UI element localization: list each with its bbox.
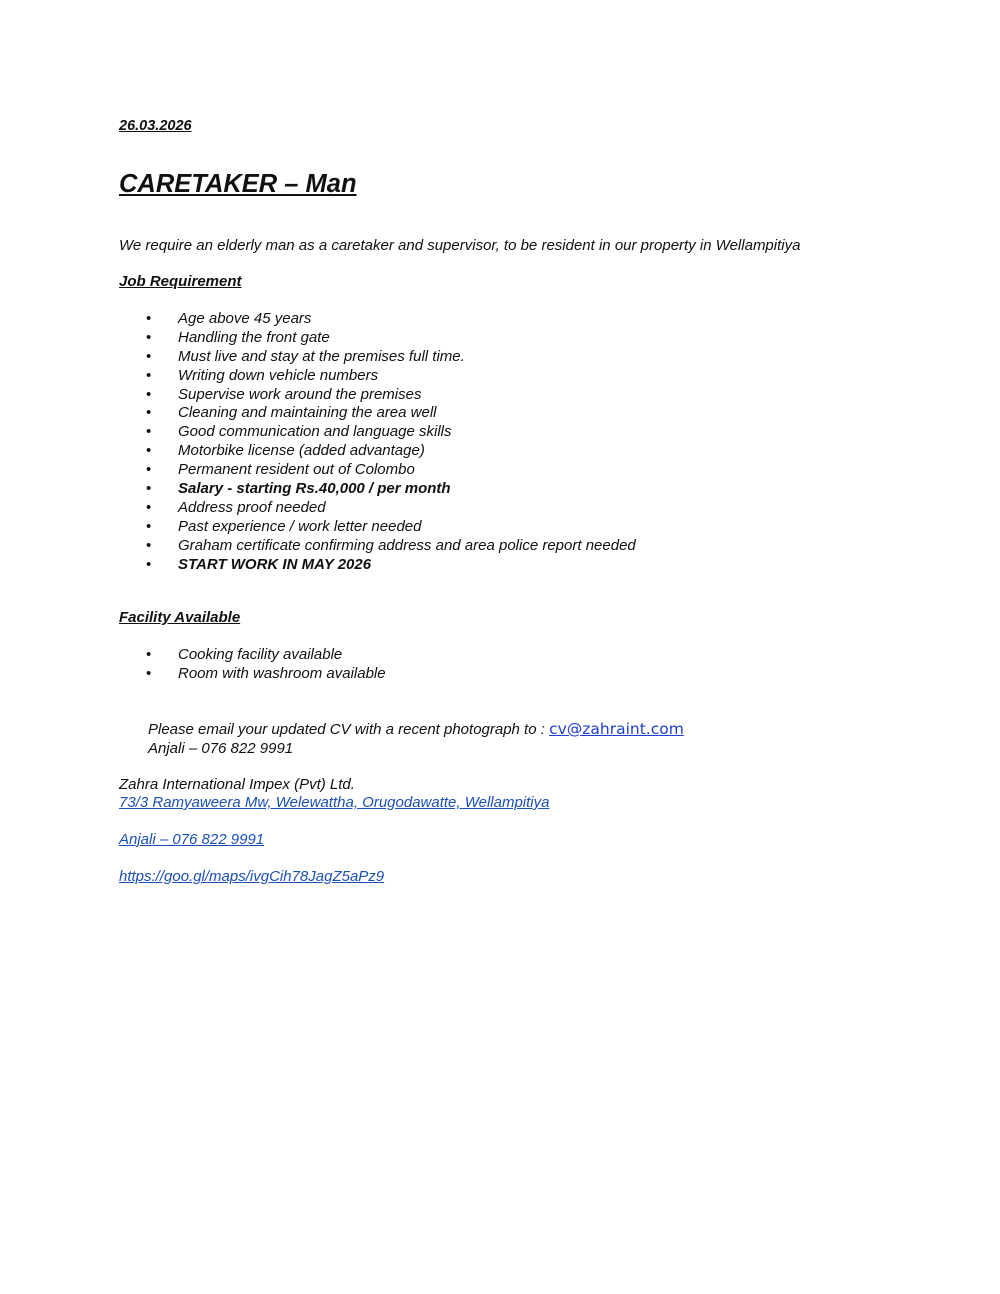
list-item	[0, 367, 1000, 386]
bullet-icon: •	[146, 517, 152, 535]
bullet-icon: •	[146, 423, 152, 441]
list-item	[0, 461, 1000, 480]
list-item-text: Address proof needed	[178, 498, 326, 516]
bullet-icon: •	[146, 442, 152, 460]
list-item	[0, 329, 1000, 348]
bullet-icon: •	[146, 310, 152, 327]
facility-list	[0, 646, 1000, 684]
job-requirement-heading: Job Requirement	[119, 273, 242, 290]
bullet-icon: •	[146, 461, 152, 479]
list-item	[0, 386, 1000, 405]
list-item-text: Cleaning and maintaining the area well	[178, 404, 437, 422]
list-item-text: Supervise work around the premises	[178, 385, 422, 403]
email-instruction	[148, 720, 684, 738]
map-link[interactable]: https://goo.gl/maps/ivgCih78JagZ5aPz9	[119, 868, 385, 885]
bullet-icon: •	[146, 498, 152, 516]
list-item	[0, 404, 1000, 423]
list-item	[0, 665, 1000, 684]
contact-phone: Anjali – 076 822 9991	[148, 740, 294, 757]
facility-available-heading: Facility Available	[119, 609, 241, 626]
list-item	[0, 646, 1000, 665]
list-item-text: Good communication and language skills	[178, 423, 452, 441]
bullet-icon: •	[146, 328, 152, 346]
bullet-icon: •	[146, 347, 152, 365]
job-title: CARETAKER – Man	[119, 170, 357, 198]
bullet-icon: •	[146, 555, 152, 573]
list-item-text: Handling the front gate	[178, 328, 330, 346]
job-requirement-list	[0, 310, 1000, 574]
company-name: Zahra International Impex (Pvt) Ltd.	[119, 776, 355, 793]
list-item-text: Must live and stay at the premises full time.	[178, 347, 465, 365]
email-link[interactable]: cv@zahraint.com	[549, 720, 684, 738]
email-prompt-text: Please email your updated CV with a recent photograph to :	[148, 721, 550, 738]
list-item-text: Salary - starting Rs.40,000 / per month	[178, 480, 451, 498]
bullet-icon: •	[146, 664, 152, 682]
bullet-icon: •	[146, 646, 152, 663]
list-item	[0, 348, 1000, 367]
intro-paragraph: We require an elderly man as a caretaker and supervisor, to be resident in our property in Wellampitiya	[119, 237, 801, 254]
list-item-text: START WORK IN MAY 2026	[178, 555, 372, 573]
list-item-text: Cooking facility available	[178, 646, 343, 663]
bullet-icon: •	[146, 536, 152, 554]
posting-date: 26.03.2026	[119, 118, 192, 134]
company-address-link[interactable]: 73/3 Ramyaweera Mw, Welewattha, Orugodawatte, Wellampitiya	[119, 794, 550, 811]
bullet-icon: •	[146, 404, 152, 422]
list-item	[0, 537, 1000, 556]
list-item	[0, 518, 1000, 537]
bullet-icon: •	[146, 385, 152, 403]
list-item	[0, 442, 1000, 461]
list-item-text: Room with washroom available	[178, 664, 386, 682]
list-item	[0, 423, 1000, 442]
company-phone-link[interactable]: Anjali – 076 822 9991	[119, 831, 265, 848]
list-item	[0, 480, 1000, 499]
bullet-icon: •	[146, 366, 152, 384]
list-item-text: Permanent resident out of Colombo	[178, 461, 415, 479]
list-item-text: Age above 45 years	[178, 310, 312, 327]
list-item-text: Past experience / work letter needed	[178, 517, 422, 535]
list-item-text: Graham certificate confirming address and area police report needed	[178, 536, 636, 554]
list-item-text: Writing down vehicle numbers	[178, 366, 379, 384]
list-item-text: Motorbike license (added advantage)	[178, 442, 425, 460]
list-item	[0, 556, 1000, 575]
bullet-icon: •	[146, 480, 152, 498]
list-item	[0, 499, 1000, 518]
list-item	[0, 310, 1000, 329]
